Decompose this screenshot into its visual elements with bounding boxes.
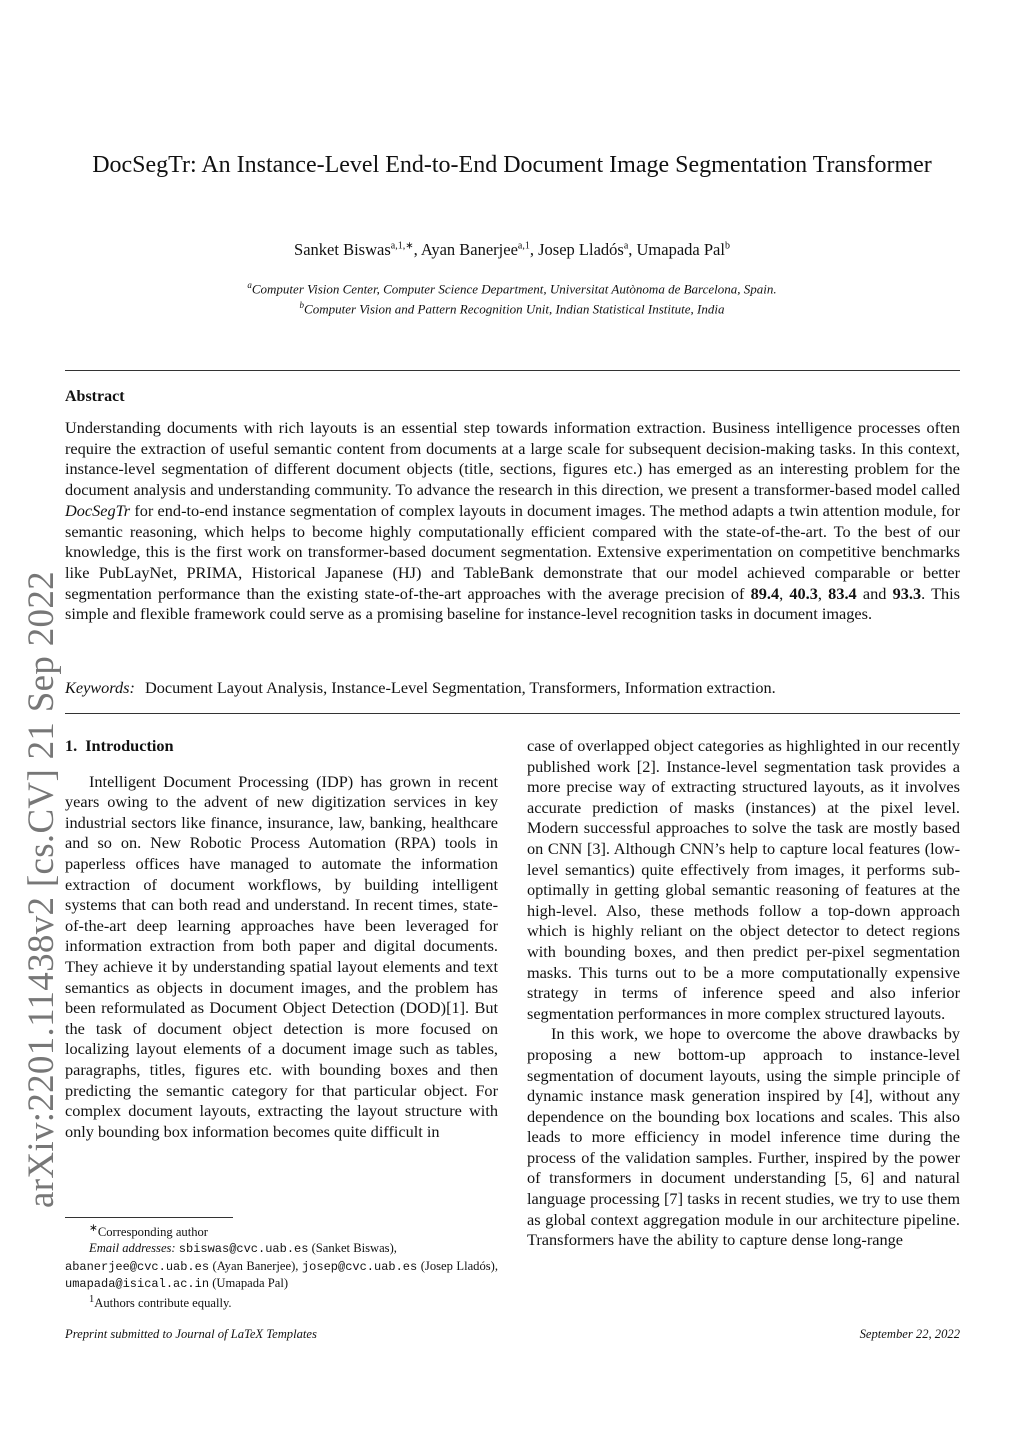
author-name: Ayan Banerjee	[420, 240, 518, 259]
footnote-equal	[65, 1292, 498, 1311]
author-name: Josep Lladós	[538, 240, 624, 259]
author-sup: b	[724, 240, 730, 252]
left-column	[65, 736, 498, 1142]
footnote-mark: ∗	[89, 1223, 98, 1234]
abstract-metric: 89.4	[750, 583, 780, 603]
abstract-heading: Abstract	[65, 388, 125, 405]
section-number: 1.	[65, 736, 78, 755]
author	[637, 240, 730, 259]
email-owner: (Ayan Banerjee),	[212, 1258, 299, 1273]
paper-title: DocSegTr: An Instance-Level End-to-End Document Image Segmentation Transformer	[92, 152, 932, 178]
affiliation	[0, 297, 1024, 317]
footnote-mark: 1	[89, 1294, 95, 1306]
abstract-body	[65, 418, 960, 625]
author-name: Umapada Pal	[636, 240, 725, 259]
abstract-text: ,	[817, 583, 829, 603]
affiliation-text: Computer Vision and Pattern Recognition Unit, Indian Statistical Institute, India	[304, 301, 725, 317]
affiliation-mark: b	[299, 300, 305, 311]
author	[421, 240, 530, 259]
abstract-text: for end-to-end instance segmentation of complex layouts in document images. The method adapts a twin attention module, for semantic reasoning, which helps to become highly computationally efficient compared with the state-of-the-art. To the best of our knowledge, this is the first work on transformer-based document segmentation. Extensive experimentation on competitive benchmarks like PubLayNet, PRIMA, Historical Japanese (HJ) and TableBank demonstrate that our model achieved comparable or better segmentation performance than the existing state-of-the-art approaches with the average precision of	[65, 500, 960, 603]
footnote-corresponding	[65, 1221, 498, 1240]
keywords-text: Document Layout Analysis, Instance-Level Segmentation, Transformers, Information extraction.	[144, 678, 776, 697]
abstract-divider	[65, 713, 960, 714]
email-owner: (Josep Lladós),	[420, 1258, 499, 1273]
footnote-emails-cont	[65, 1258, 498, 1293]
paragraph-continuation: case of overlapped object categories as highlighted in our recently published work [2]. Instance-level segmentation task provides a more precise way of extracting structured layouts, as it involves accurate prediction of masks (instances) at the pixel level. Modern successful approaches to solve the task are mostly based on CNN [3]. Although CNN’s help to capture local features (low-level semantics) quite effectively from images, it performs sub-optimally in getting global semantic reasoning of features at the high-level. Also, these methods follow a top-down approach which is highly reliant on the object detector to detect regions with bounding boxes, and then predict per-pixel segmentation masks. This turns out to be a more computationally expensive strategy in terms of inference speed and also inferior segmentation performances in more complex structured layouts.	[527, 736, 960, 1023]
abstract-metric: 83.4	[828, 583, 857, 603]
author-name: Sanket Biswas	[294, 240, 391, 259]
footer-preprint: Preprint submitted to Journal of LaTeX Templates	[65, 1327, 317, 1341]
author	[538, 240, 628, 259]
author	[294, 240, 414, 259]
affiliation-text: Computer Vision Center, Computer Science Department, Universitat Autònoma de Barcelona, Spain.	[251, 281, 777, 297]
email-owner: (Umapada Pal)	[212, 1276, 289, 1291]
email-link[interactable]: umapada@isical.ac.in	[65, 1277, 210, 1292]
affiliations	[0, 277, 1024, 318]
email-owner: (Sanket Biswas),	[311, 1241, 397, 1256]
footnotes	[65, 1221, 498, 1312]
footnote-emails	[65, 1240, 498, 1257]
affiliation	[0, 277, 1024, 297]
abstract-metric: 40.3	[789, 583, 818, 603]
paragraph: Intelligent Document Processing (IDP) has grown in recent years owing to the advent of new digitization services in key industrial sectors like finance, insurance, law, banking, healthcare and so on. New Robotic Process Automation (RPA) tools in paperless offices have managed to automate the information extraction of document workflows, by building intelligent systems that can both read and understand. In recent times, state-of-the-art deep learning approaches have been leveraged for information extraction from both paper and digital documents. They achieve it by understanding spatial layout elements and text semantics as objects in document images, and the problem has been reformulated as Document Object Detection (DOD)[1]. But the task of document object detection is more focused on localizing layout elements of a document image such as tables, paragraphs, titles, figures etc. with bounding boxes and then predicting the semantic category for that particular object. For complex document layouts, extracting the layout structure with only bounding box information becomes quite difficult in	[65, 771, 498, 1141]
email-link[interactable]: sbiswas@cvc.uab.es	[178, 1242, 309, 1257]
section-heading	[65, 736, 498, 757]
abstract-text: Understanding documents with rich layouts is an essential step towards information extraction. Business intelligence processes often require the extraction of useful semantic content from documents at a large scale for subsequent decision-making tasks. In this context, instance-level segmentation of different document objects (title, sections, figures etc.) has emerged as an interesting problem for the document analysis and understanding community. To advance the research in this direction, we present a transformer-based model called	[65, 418, 960, 500]
email-label: Email addresses:	[89, 1241, 176, 1256]
abstract-text: and	[856, 583, 893, 603]
author-sup: a	[623, 240, 629, 252]
top-divider	[65, 370, 960, 371]
footer-date: September 22, 2022	[859, 1327, 960, 1341]
footnote-rule	[65, 1217, 233, 1218]
right-column	[527, 736, 960, 1251]
keywords	[65, 678, 960, 698]
author-list: Sanket Biswas$^{a,1,∗}$, Ayan Banerjee$^{a,1}$, Josep Lladós$^a$, Umapada Pal$^b$	[294, 240, 730, 259]
footnote-text: Corresponding author	[97, 1225, 208, 1240]
footnote-text: Authors contribute equally.	[94, 1296, 232, 1311]
arxiv-stamp: arXiv:2201.11438v2 [cs.CV] 21 Sep 2022	[21, 571, 62, 1208]
keywords-label: Keywords:	[65, 678, 135, 697]
abstract-model-name: DocSegTr	[65, 500, 131, 520]
abstract-metric: 93.3	[892, 583, 922, 603]
abstract-text: . This simple and flexible framework could serve as a promising baseline for instance-level recognition tasks in document images.	[65, 583, 961, 624]
paragraph: In this work, we hope to overcome the above drawbacks by proposing a new bottom-up approach to instance-level segmentation of document layouts, using the simple principle of dynamic instance mask generation inspired by [4], without any dependence on the bounding box locations and scales. This also leads to more efficiency in model inference time during the process of the validation samples. Further, inspired by the power of transformers in document understanding [5, 6] and natural language processing [7] tasks in recent studies, we try to use them as global context aggregation module in our architecture pipeline. Transformers have the ability to capture dense long-range	[527, 1024, 960, 1250]
email-link[interactable]: abanerjee@cvc.uab.es	[65, 1259, 210, 1274]
author-sup: a,1	[517, 240, 530, 252]
abstract-text: ,	[779, 583, 790, 603]
section-title: Introduction	[85, 736, 174, 755]
affiliation-mark: a	[247, 280, 252, 290]
email-link[interactable]: josep@cvc.uab.es	[301, 1259, 418, 1274]
author-sup: a,1,∗	[390, 240, 414, 252]
